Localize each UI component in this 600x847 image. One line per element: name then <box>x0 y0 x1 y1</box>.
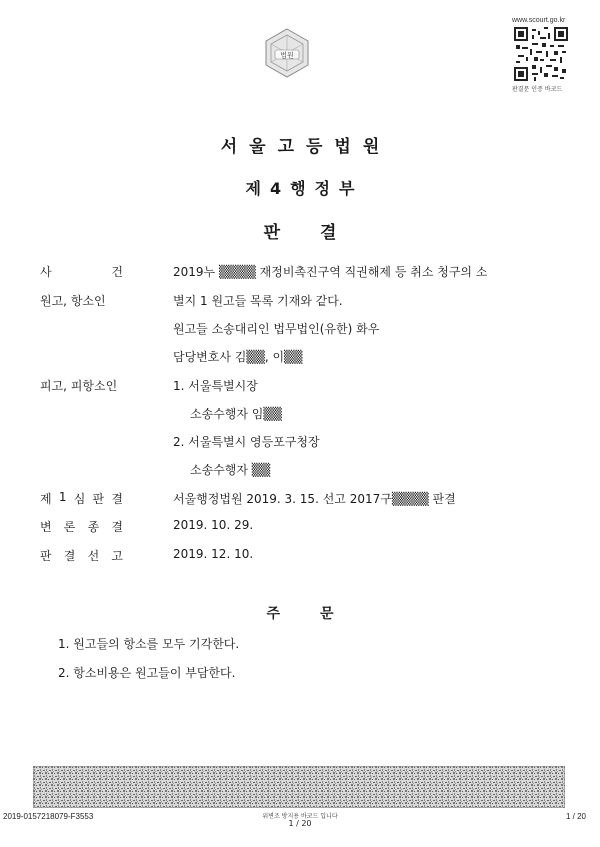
qr-code-icon <box>514 27 568 81</box>
row-judgment-date <box>40 547 560 569</box>
division-name: 제4행정부 <box>245 179 364 198</box>
value-first-judgment: 서울행정법원 2019. 3. 15. 선고 2017구▒▒▒▒ 판결 <box>173 492 456 506</box>
row-defendant-2-agent <box>40 461 560 483</box>
value-counsel: 원고들 소송대리인 법무법인(유한) 화우 <box>173 322 380 336</box>
row-first-judgment <box>40 490 560 512</box>
qr-caption: 판결문 인증 바코드 <box>512 86 563 93</box>
row-defendant-1-agent <box>40 405 560 427</box>
label-case: 사 건 <box>40 265 123 279</box>
value-hearing-closed: 2019. 10. 29. <box>173 518 254 532</box>
row-plaintiff <box>40 292 560 314</box>
value-attorney: 담당변호사 김▒▒, 이▒▒ <box>173 350 303 364</box>
court-name: 서울고등법원 <box>220 137 392 157</box>
row-hearing-closed <box>40 518 560 540</box>
page-number-center: 1 / 20 <box>288 819 312 828</box>
order-item-2: 2. 항소비용은 원고들이 부담한다. <box>58 666 236 680</box>
order-heading: 주문 <box>266 606 374 622</box>
row-defendant-1 <box>40 377 560 399</box>
value-plaintiff: 별지 1 원고들 목록 기재와 같다. <box>173 294 343 308</box>
label-defendant: 피고, 피항소인 <box>40 379 118 393</box>
barcode-note: 위변조 방지용 바코드 입니다 <box>262 813 338 820</box>
value-defendant-2: 2. 서울특별시 영등포구청장 <box>173 435 320 449</box>
value-defendant-1: 1. 서울특별시장 <box>173 379 258 393</box>
label-first-judgment: 제 1 심 판 결 <box>40 490 123 506</box>
document-type: 판결 <box>263 223 377 243</box>
page-number-right: 1 / 20 <box>565 812 586 821</box>
value-defendant-1-agent: 소송수행자 임▒▒ <box>190 407 282 421</box>
court-seal-icon <box>260 26 314 80</box>
row-counsel <box>40 320 560 342</box>
value-judgment-date: 2019. 12. 10. <box>173 547 254 561</box>
value-defendant-2-agent: 소송수행자 ▒▒ <box>190 463 271 477</box>
row-defendant-2 <box>40 433 560 455</box>
seal-text: 법원 <box>280 51 294 60</box>
anti-forgery-pattern <box>33 766 565 808</box>
label-hearing-closed: 변 론 종 결 <box>40 520 123 534</box>
qr-url: www.scourt.go.kr <box>512 17 566 24</box>
row-case <box>40 263 560 285</box>
row-attorney <box>40 348 560 370</box>
value-case: 2019누 ▒▒▒▒ 재정비촉진구역 직권해제 등 취소 청구의 소 <box>173 265 488 279</box>
label-judgment-date: 판 결 선 고 <box>40 549 123 563</box>
label-plaintiff: 원고, 항소인 <box>40 294 106 308</box>
order-item-1: 1. 원고들의 항소를 모두 기각한다. <box>58 637 240 651</box>
document-id: 2019-0157218079-F3553 <box>3 812 94 821</box>
